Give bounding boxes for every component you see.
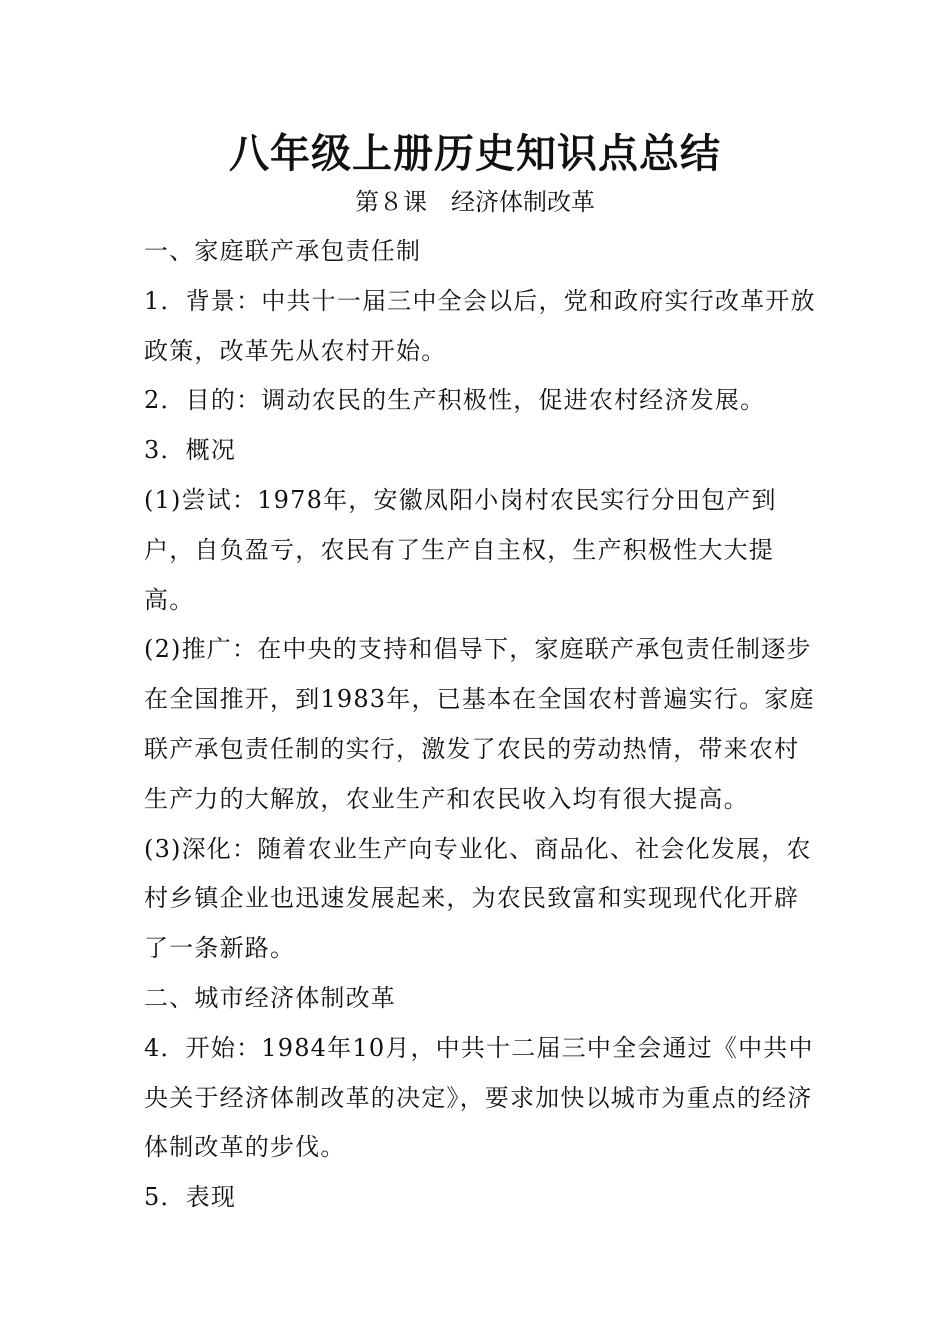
document-body <box>144 227 824 1223</box>
paragraph-deepening: (3)深化：随着农业生产向专业化、商品化、社会化发展，农村乡镇企业也迅速发展起来，为农民致富和实现现代化开辟了一条新路。 <box>144 834 812 963</box>
paragraph-trial: (1)尝试：1978年，安徽凤阳小岗村农民实行分田包产到户，自负盈亏，农民有了生产自主权，生产积极性大大提高。 <box>144 485 777 614</box>
paragraph-purpose: 2．目的：调动农民的生产积极性，促进农村经济发展。 <box>144 386 766 415</box>
section-heading-2: 二、城市经济体制改革 <box>144 983 396 1012</box>
lesson-subtitle: 第８课 经济体制改革 <box>355 188 595 216</box>
paragraph-promotion: (2)推广：在中央的支持和倡导下，家庭联产承包责任制逐步在全国推开，到1983年，已基本在全国农村普遍实行。家庭联产承包责任制的实行，激发了农民的劳动热情，带来农村生产力的大解放，农业生产和农民收入均有很大提高。 <box>144 635 815 813</box>
document-title: 八年级上册历史知识点总结 <box>229 131 721 177</box>
paragraph-manifestation-heading: 5．表现 <box>144 1183 237 1212</box>
paragraph-overview-heading: 3．概况 <box>144 436 237 465</box>
paragraph-background: 1．背景：中共十一届三中全会以后，党和政府实行改革开放政策，改革先从农村开始。 <box>144 286 816 365</box>
section-heading-1: 一、家庭联产承包责任制 <box>144 237 422 265</box>
paragraph-start: 4．开始：1984年10月，中共十二届三中全会通过《中共中央关于经济体制改革的决定》，要求加快以城市为重点的经济体制改革的步伐。 <box>144 1033 814 1162</box>
